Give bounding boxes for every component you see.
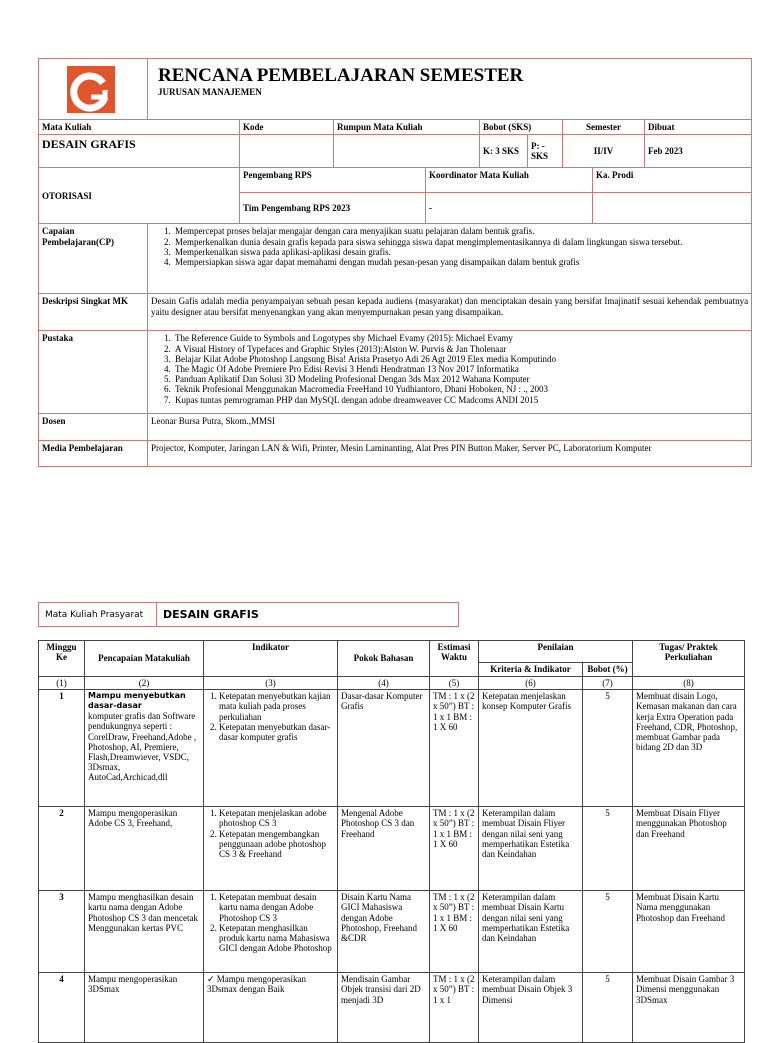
header-tugas: Tugas/ Praktek Perkuliahan: [633, 641, 745, 677]
capaian-list: [151, 226, 748, 267]
row-minggu: 3: [39, 891, 85, 973]
row-estimasi: TM : 1 x (2 x 50”) BT : 1 x 1: [430, 973, 479, 1043]
rumpun-label: Rumpun Mata Kuliah: [334, 120, 480, 135]
dibuat-label: Dibuat: [645, 120, 752, 135]
dosen-label: Dosen: [39, 414, 148, 441]
row-bobot: 5: [583, 807, 633, 891]
table-row: [39, 807, 745, 891]
table-row: [39, 690, 745, 807]
row-minggu: 4: [39, 973, 85, 1043]
pustaka-item: 6. Teknik Profesional Menggunakan Macromedia FreeHand 10 Yudhiantoro, Dhani Hoboken, NJ : ., 2003: [173, 384, 748, 394]
row-bobot: 5: [583, 690, 633, 807]
col-number: (6): [479, 677, 583, 690]
deskripsi-text: Desain Gafis adalah media penyampaiyan sebuah pesan kepada audiens (masyarakat) dan menciptakan desain yang bersifat Imajinatif sesuai kehendak pembuatnya yaitu designer atau bersifat menyenangkan yang akan menyempurnakan pesan yang disampaikan.: [148, 294, 752, 331]
row-pencapaian: Mampu mengoperasikan Adobe CS 3, Freehand,: [85, 807, 204, 891]
header-penilaian: Penilaian: [479, 641, 633, 663]
page-title: RENCANA PEMBELAJARAN SEMESTER: [158, 65, 524, 86]
logo-cell: [39, 59, 148, 120]
indikator-item: 1. Ketepatan menyebutkan kajian mata kuliah pada proses perkuliahan: [219, 691, 334, 722]
row-pencapaian: [85, 690, 204, 807]
indikator-item: 1. Ketepatan membuat desain kartu nama dengan Adobe Photoshop CS 3: [219, 892, 334, 923]
capaian-content: [148, 224, 752, 294]
col-number: (7): [583, 677, 633, 690]
header-pencapaian: Pencapaian Matakuliah: [85, 641, 204, 677]
col-number: (8): [633, 677, 745, 690]
mata-kuliah-value: DESAIN GRAFIS: [42, 137, 136, 152]
pustaka-item: 2. A Visual History of Typefaces and Graphic Styles (2013):Alston W. Purvis & Jan Tholenaar: [173, 344, 748, 354]
table-row: [39, 973, 745, 1043]
indikator-list: [207, 974, 334, 994]
rumpun-value: [334, 135, 480, 168]
capaian-label: Capaian Pembelajaran(CP): [39, 224, 148, 294]
capaian-item: 2. Memperkenalkan dunia desain grafis kepada para siswa sehingga siswa dapat mengimplementasikannya di dalam lingkungan siswa tersebut.: [173, 237, 748, 247]
pustaka-content: [148, 331, 752, 414]
row-pencapaian: Mampu mengoperasikan 3DSmax: [85, 973, 204, 1043]
row-pokok: Mengenal Adobe Photoshop CS 3 dan Freehand: [338, 807, 430, 891]
col-number: (1): [39, 677, 85, 690]
koordinator-label: Koordinator Mata Kuliah: [426, 168, 593, 193]
media-value: Projector, Komputer, Jaringan LAN & Wifi, Printer, Mesin Laminanting, Alat Pres PIN Button Maker, Server PC, Laboratorium Komputer: [148, 441, 752, 467]
col-number: (2): [85, 677, 204, 690]
k-sks-value: K: 3 SKS: [480, 135, 528, 168]
indikator-item: 1. Ketepatan menjelaskan adobe photoshop CS 3: [219, 808, 334, 828]
pengembang-label: Pengembang RPS: [240, 168, 426, 193]
header-minggu: Minggu Ke: [39, 641, 85, 677]
schedule-table: [38, 640, 745, 1043]
row-bobot: 5: [583, 891, 633, 973]
row-kriteria: Keterampilan dalam membuat Disain Fliyer dengan nilai seni yang memperhatikan Estetika dan Keindahan: [479, 807, 583, 891]
p-sks-value: P: - SKS: [528, 135, 563, 168]
row-kriteria: Keterampilan dalam membuat Disain Objek 3 Dimensi: [479, 973, 583, 1043]
row-tugas: Membuat disain Logo, Kemasan makanan dan cara kerja Extra Operation pada Freehand, CDR, Photoshop, membuat Gambar pada bidang 2D dan 3D: [633, 690, 745, 807]
mata-kuliah-label: Mata Kuliah: [39, 120, 240, 135]
kaprodi-label: Ka. Prodi: [593, 168, 752, 193]
row-kriteria: Keterampilan dalam membuat Disain Kartu dengan nilai seni yang memperhatikan Estetika dan Keindahan: [479, 891, 583, 973]
col-number: (4): [338, 677, 430, 690]
row-indikator: [204, 690, 338, 807]
row-minggu: 2: [39, 807, 85, 891]
header-estimasi: Estimasi Waktu: [430, 641, 479, 677]
kode-label: Kode: [240, 120, 334, 135]
koordinator-value: -: [426, 193, 593, 224]
indikator-item: 2. Ketepatan mengembangkan penggunaan adobe photoshop CS 3 & Freehand: [219, 829, 334, 860]
header-indikator: Indikator: [204, 641, 338, 677]
semester-value: II/IV: [563, 135, 645, 168]
row-tugas: Membuat Disain Kartu Nama menggunakan Photoshop dan Freehand: [633, 891, 745, 973]
row-pokok: Mendisain Gambar Objek transisi dari 2D menjadi 3D: [338, 973, 430, 1043]
pustaka-list: [151, 333, 748, 404]
dibuat-value: Feb 2023: [645, 135, 752, 168]
indikator-item: 2. Ketepatan menyebutkan dasar- dasar komputer grafis: [219, 722, 334, 742]
kaprodi-value: [593, 193, 752, 224]
row-tugas: Membuat Disain Gambar 3 Dimensi menggunakan 3DSmax: [633, 973, 745, 1043]
indikator-list: [207, 691, 334, 742]
tim-pengembang-value: Tim Pengembang RPS 2023: [240, 193, 426, 224]
col-number: (5): [430, 677, 479, 690]
row-bobot: 5: [583, 973, 633, 1043]
row-minggu: 1: [39, 690, 85, 807]
pencapaian-text: komputer grafis dan Software pendukungnya seperti : CorelDraw, Freehand,Adobe , Photoshop, AI, Premiere, Flash,Dreamwiever, VSDC, 3Dsmax, AutoCad,Archicad,dll: [88, 711, 197, 783]
row-pokok: Dasar-dasar Komputer Grafis: [338, 690, 430, 807]
header-bobot: Bobot (%): [583, 663, 633, 677]
indikator-item: ✓ Mampu mengoperasikan 3Dsmax dengan Baik: [207, 974, 307, 995]
row-estimasi: TM : 1 x (2 x 50”) BT : 1 x 1 BM : 1 X 60: [430, 807, 479, 891]
prasyarat-value: DESAIN GRAFIS: [157, 603, 459, 627]
pustaka-item: 4. The Magic Of Adobe Premiere Pro Edisi Revisi 3 Hendi Hendratman 13 Nov 2017 Informatika: [173, 364, 748, 374]
pustaka-item: 3. Belajar Kilat Adobe Photoshop Langsung Bisa! Arista Prasetyo Adi 26 Agt 2019 Elex media Komputindo: [173, 354, 748, 364]
pustaka-item: 7. Kupas tuntas pemrograman PHP dan MySQL dengan adobe dreamweaver CC Madcoms ANDI 2015: [173, 395, 748, 405]
media-label: Media Pembelajaran: [39, 441, 148, 467]
institution-logo-icon: [39, 59, 148, 117]
title-cell: [148, 59, 752, 120]
indikator-item: 2. Ketepatan menghasilkan produk kartu nama Mahasiswa GICI dengan Adobe Photoshop: [219, 923, 334, 954]
row-indikator: [204, 973, 338, 1043]
indikator-list: [207, 808, 334, 859]
row-estimasi: TM : 1 x (2 x 50”) BT : 1 x 1 BM : 1 X 60: [430, 690, 479, 807]
semester-label: Semester: [563, 120, 645, 135]
dosen-value: Leonar Bursa Putra, Skom.,MMSI: [148, 414, 752, 441]
otorisasi-label: OTORISASI: [39, 168, 240, 224]
row-pokok: Disain Kartu Nama GICI Mahasiswa dengan Adobe Photoshop, Freehand &CDR: [338, 891, 430, 973]
capaian-item: 3. Memperkenalkan siswa pada aplikasi-aplikasi desain grafis.: [173, 247, 748, 257]
capaian-item: 4. Mempersiapkan siswa agar dapat memahami dengan mudah pesan-pesan yang disampaikan dalam bentuk grafis: [173, 257, 748, 267]
mata-kuliah-value-cell: [39, 135, 240, 168]
kode-value: [240, 135, 334, 168]
header-kriteria: Kriteria & Indikator: [479, 663, 583, 677]
row-pencapaian: Mampu menghasilkan desain kartu nama dengan Adobe Photoshop CS 3 dan mencetak Menggunakan kertas PVC: [85, 891, 204, 973]
row-estimasi: TM : 1 x (2 x 50”) BT : 1 x 1 BM : 1 X 60: [430, 891, 479, 973]
table-row: [39, 891, 745, 973]
deskripsi-label: Deskripsi Singkat MK: [39, 294, 148, 331]
bobot-label: Bobot (SKS): [480, 120, 563, 135]
pencapaian-bold: Mampu menyebutkan dasar-dasar: [88, 691, 186, 711]
row-indikator: [204, 807, 338, 891]
row-tugas: Membuat Disain Fliyer menggunakan Photoshop dan Freehand: [633, 807, 745, 891]
prasyarat-label: Mata Kuliah Prasyarat: [39, 603, 157, 627]
col-number: (3): [204, 677, 338, 690]
pustaka-item: 1. The Reference Guide to Symbols and Logotypes sby Michael Evamy (2015): Michael Evamy: [173, 333, 748, 343]
header-pokok: Pokok Bahasan: [338, 641, 430, 677]
row-indikator: [204, 891, 338, 973]
indikator-list: [207, 892, 334, 953]
row-kriteria: Ketepatan menjelaskan konsep Komputer Grafis: [479, 690, 583, 807]
capaian-item: 1. Mempercepat proses belajar mengajar dengan cara menyajikan suatu pelajaran dalam bentuk grafis.: [173, 226, 748, 236]
pustaka-label: Pustaka: [39, 331, 148, 414]
rps-info-table: [38, 58, 752, 467]
page-subtitle: JURUSAN MANAJEMEN: [158, 87, 262, 97]
pustaka-item: 5. Panduan Aplikatif Dan Solusi 3D Modeling Profesional Dengan 3ds Max 2012 Wahana Komputer: [173, 374, 748, 384]
prasyarat-box: [38, 602, 459, 627]
